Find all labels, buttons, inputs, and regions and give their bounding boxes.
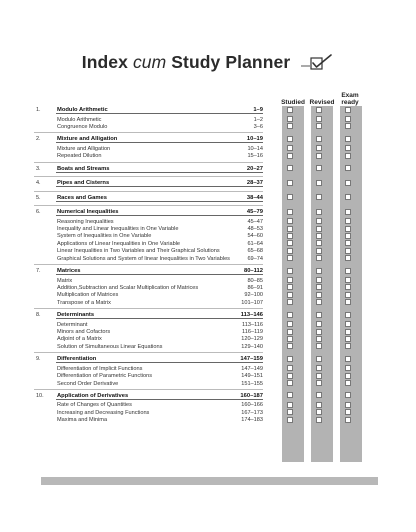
exam-ready-checkbox[interactable] — [345, 365, 351, 371]
revised-checkbox[interactable] — [316, 343, 322, 349]
exam-ready-checkbox[interactable] — [345, 226, 351, 232]
chapter-number: 9. — [36, 356, 41, 363]
chapter-underline — [56, 215, 263, 216]
chapter-row — [0, 392, 416, 400]
page-range: 69–74 — [247, 255, 263, 262]
topic-title: Congruence Modulo — [57, 123, 108, 130]
topic-row — [0, 299, 416, 307]
title-cum: cum — [132, 52, 167, 72]
exam-ready-checkbox[interactable] — [345, 321, 351, 327]
studied-checkbox[interactable] — [287, 417, 293, 423]
topic-title: Reasoning Inequalities — [57, 218, 114, 225]
exam-ready-checkbox[interactable] — [345, 116, 351, 122]
page-range: 101–107 — [241, 299, 263, 306]
topic-title: Minors and Cofactors — [57, 329, 111, 335]
revised-checkbox[interactable] — [316, 248, 322, 254]
studied-checkbox[interactable] — [287, 240, 293, 246]
topic-title: Mixture and Alligation — [57, 145, 111, 152]
revised-checkbox[interactable] — [316, 165, 322, 171]
chapter-underline — [56, 172, 263, 173]
studied-checkbox[interactable] — [287, 233, 293, 239]
studied-checkbox[interactable] — [287, 402, 293, 408]
revised-checkbox[interactable] — [316, 392, 322, 398]
page-range: 45–79 — [246, 209, 263, 216]
page-range: 65–68 — [247, 248, 263, 255]
page-range: 151–155 — [241, 380, 263, 387]
revised-checkbox[interactable] — [316, 417, 322, 423]
chapter-number: 3. — [36, 165, 41, 172]
page-range: 45–47 — [247, 218, 263, 225]
revised-checkbox[interactable] — [316, 123, 322, 129]
chapter-row — [0, 311, 416, 319]
studied-checkbox[interactable] — [287, 284, 293, 290]
studied-checkbox[interactable] — [287, 409, 293, 415]
revised-checkbox[interactable] — [316, 284, 322, 290]
chapter-number: 6. — [36, 209, 41, 216]
studied-checkbox[interactable] — [287, 209, 293, 215]
chapter-separator — [34, 205, 263, 206]
exam-ready-checkbox[interactable] — [345, 240, 351, 246]
page-range: 15–16 — [247, 153, 263, 160]
exam-ready-checkbox[interactable] — [345, 402, 351, 408]
title-main: Index — [81, 52, 133, 72]
chapter-underline — [56, 201, 263, 202]
studied-checkbox[interactable] — [287, 194, 293, 200]
page-range: 10–14 — [247, 145, 263, 152]
exam-ready-checkbox[interactable] — [345, 136, 351, 142]
revised-checkbox[interactable] — [316, 209, 322, 215]
studied-checkbox[interactable] — [287, 356, 293, 362]
exam-ready-checkbox[interactable] — [345, 336, 351, 342]
chapter-separator — [34, 191, 263, 192]
exam-ready-checkbox[interactable] — [345, 356, 351, 362]
exam-ready-checkbox[interactable] — [345, 277, 351, 283]
exam-ready-checkbox[interactable] — [345, 145, 351, 151]
revised-checkbox[interactable] — [316, 180, 322, 186]
page-range: 80–85 — [247, 277, 263, 284]
exam-ready-checkbox[interactable] — [345, 194, 351, 200]
page-range: 160–166 — [241, 402, 263, 409]
revised-checkbox[interactable] — [316, 268, 322, 274]
chapter-number: 2. — [36, 136, 41, 143]
exam-ready-checkbox[interactable] — [345, 107, 351, 113]
page-range: 1–9 — [253, 107, 263, 113]
chapter-row — [0, 194, 416, 202]
exam-ready-checkbox[interactable] — [345, 409, 351, 415]
exam-ready-checkbox[interactable] — [345, 380, 351, 386]
studied-checkbox[interactable] — [287, 107, 293, 113]
revised-checkbox[interactable] — [316, 336, 322, 342]
topic-title: Addition,Subtraction and Scalar Multiplication of Matrices — [57, 284, 199, 291]
page-range: 167–173 — [241, 409, 263, 416]
studied-checkbox[interactable] — [287, 373, 293, 379]
topic-row — [0, 416, 416, 424]
page-range: 3–6 — [253, 123, 263, 130]
chapter-separator — [34, 389, 263, 390]
chapter-underline — [56, 186, 263, 187]
revised-checkbox[interactable] — [316, 356, 322, 362]
chapter-separator — [34, 162, 263, 163]
chapter-separator — [34, 308, 263, 309]
chapter-row — [0, 355, 416, 363]
revised-checkbox[interactable] — [316, 136, 322, 142]
studied-checkbox[interactable] — [287, 226, 293, 232]
revised-checkbox[interactable] — [316, 402, 322, 408]
page-range: 38–44 — [246, 194, 263, 201]
chapter-row — [0, 179, 416, 187]
page-range: 28–37 — [246, 180, 263, 187]
chapter-underline — [56, 362, 263, 363]
chapter-title: Differentiation — [57, 356, 97, 363]
revised-checkbox[interactable] — [316, 312, 322, 318]
exam-ready-checkbox[interactable] — [345, 165, 351, 171]
studied-checkbox[interactable] — [287, 392, 293, 398]
topic-title: Applications of Linear Inequalities in One Variable — [57, 240, 181, 247]
chapter-title: Modulo Arithmetic — [57, 107, 108, 113]
chapter-underline — [56, 399, 263, 400]
chapter-title: Determinants — [57, 312, 95, 319]
chapter-row — [0, 106, 416, 114]
studied-checkbox[interactable] — [287, 153, 293, 159]
chapter-number: 8. — [36, 312, 41, 319]
footer-bar — [41, 477, 378, 485]
studied-checkbox[interactable] — [287, 329, 293, 335]
studied-checkbox[interactable] — [287, 268, 293, 274]
studied-checkbox[interactable] — [287, 380, 293, 386]
revised-checkbox[interactable] — [316, 292, 322, 298]
page-range: 120–129 — [241, 336, 263, 343]
studied-checkbox[interactable] — [287, 321, 293, 327]
exam-ready-checkbox[interactable] — [345, 417, 351, 423]
topic-title: Linear Inequalities in Two Variables and Their Graphical Solutions — [57, 248, 220, 255]
exam-ready-checkbox[interactable] — [345, 153, 351, 159]
chapter-number: 7. — [36, 268, 41, 274]
exam-ready-checkbox[interactable] — [345, 312, 351, 318]
revised-checkbox[interactable] — [316, 277, 322, 283]
revised-checkbox[interactable] — [316, 329, 322, 335]
page-range: 54–60 — [247, 233, 263, 240]
studied-checkbox[interactable] — [287, 116, 293, 122]
revised-checkbox[interactable] — [316, 373, 322, 379]
chapter-number: 10. — [36, 392, 44, 399]
page-range: 10–19 — [246, 136, 263, 143]
chapter-separator — [34, 176, 263, 177]
chapter-title: Mixture and Alligation — [57, 136, 118, 143]
chapter-row — [0, 208, 416, 216]
revised-checkbox[interactable] — [316, 365, 322, 371]
chapter-number: 5. — [36, 194, 41, 201]
page-range: 80–112 — [243, 268, 263, 274]
studied-checkbox[interactable] — [287, 343, 293, 349]
topic-title: Differentiation of Parametric Functions — [57, 373, 153, 380]
revised-checkbox[interactable] — [316, 409, 322, 415]
topic-title: Matrix — [57, 277, 73, 284]
chapter-separator — [34, 264, 263, 265]
chapter-title: Pipes and Cisterns — [57, 180, 110, 187]
chapter-number: 1. — [36, 107, 41, 113]
revised-checkbox[interactable] — [316, 233, 322, 239]
studied-checkbox[interactable] — [287, 255, 293, 261]
revised-checkbox[interactable] — [316, 380, 322, 386]
page-range: 116–119 — [242, 329, 263, 335]
exam-ready-checkbox[interactable] — [345, 123, 351, 129]
topic-row — [0, 255, 416, 263]
topic-title: Maxima and Minima — [57, 417, 108, 424]
chapter-row — [0, 267, 416, 275]
chapter-separator — [34, 132, 263, 133]
chapter-underline — [56, 142, 263, 143]
exam-ready-checkbox[interactable] — [345, 284, 351, 290]
exam-ready-checkbox[interactable] — [345, 299, 351, 305]
topic-row — [0, 123, 416, 131]
exam-ready-checkbox[interactable] — [345, 248, 351, 254]
topic-row — [0, 152, 416, 160]
revised-checkbox[interactable] — [316, 116, 322, 122]
page-range: 48–53 — [247, 226, 263, 232]
page-range: 149–151 — [241, 373, 263, 380]
column-header-exam-ready: Exam ready — [341, 92, 359, 106]
studied-checkbox[interactable] — [287, 336, 293, 342]
revised-checkbox[interactable] — [316, 226, 322, 232]
exam-ready-checkbox[interactable] — [345, 329, 351, 335]
chapter-title: Matrices — [57, 268, 81, 274]
chapter-title: Races and Games — [57, 194, 107, 201]
page-range: 113–116 — [242, 321, 263, 328]
topic-title: Multiplication of Matrices — [57, 292, 119, 299]
studied-checkbox[interactable] — [287, 218, 293, 224]
page-range: 20–27 — [246, 165, 263, 172]
studied-checkbox[interactable] — [287, 123, 293, 129]
topic-title: Second Order Derivative — [57, 380, 119, 387]
page-range: 147–149 — [241, 365, 263, 372]
exam-ready-checkbox[interactable] — [345, 233, 351, 239]
topic-title: Differentiation of Implicit Functions — [57, 365, 143, 372]
page-range: 129–140 — [241, 343, 263, 350]
chapter-underline — [56, 113, 263, 114]
topic-title: Transpose of a Matrix — [57, 299, 111, 306]
chapter-underline — [56, 318, 263, 319]
topic-title: Solution of Simultaneous Linear Equations — [57, 343, 163, 350]
topic-row — [0, 380, 416, 388]
page-range: 92–100 — [244, 292, 263, 299]
exam-ready-checkbox[interactable] — [345, 209, 351, 215]
chapter-number: 4. — [36, 180, 41, 187]
topic-title: System of Inequalities in One Variable — [57, 233, 152, 240]
column-header-studied: Studied — [281, 98, 305, 106]
chapter-title: Numerical Inequalities — [57, 209, 119, 216]
revised-checkbox[interactable] — [316, 299, 322, 305]
revised-checkbox[interactable] — [316, 321, 322, 327]
chapter-row — [0, 165, 416, 173]
page-range: 147–159 — [240, 356, 263, 363]
topic-title: Graphical Solutions and System of linear Inequalities in Two Variables — [57, 255, 230, 262]
chapter-underline — [56, 274, 263, 275]
column-headers — [0, 90, 416, 106]
revised-checkbox[interactable] — [316, 255, 322, 261]
revised-checkbox[interactable] — [316, 145, 322, 151]
studied-checkbox[interactable] — [287, 180, 293, 186]
chapter-title: Boats and Streams — [57, 165, 110, 172]
page-range: 174–183 — [241, 417, 263, 424]
topic-title: Adjoint of a Matrix — [57, 336, 102, 343]
exam-ready-checkbox[interactable] — [345, 392, 351, 398]
topic-title: Rate of Changes of Quantities — [57, 402, 132, 409]
revised-checkbox[interactable] — [316, 107, 322, 113]
studied-checkbox[interactable] — [287, 365, 293, 371]
studied-checkbox[interactable] — [287, 292, 293, 298]
exam-ready-checkbox[interactable] — [345, 292, 351, 298]
topic-title: Repeated Dilution — [57, 153, 102, 160]
studied-checkbox[interactable] — [287, 248, 293, 254]
page-range: 113–146 — [240, 312, 263, 319]
revised-checkbox[interactable] — [316, 194, 322, 200]
studied-checkbox[interactable] — [287, 165, 293, 171]
chapter-title: Application of Derivatives — [57, 392, 129, 399]
exam-ready-checkbox[interactable] — [345, 218, 351, 224]
topic-title: Inequality and Linear Inequalities in One Variable — [57, 226, 179, 232]
title-rest: Study Planner — [166, 52, 291, 72]
studied-checkbox[interactable] — [287, 136, 293, 142]
topic-title: Determinant — [57, 321, 88, 328]
chapter-row — [0, 135, 416, 143]
revised-checkbox[interactable] — [316, 153, 322, 159]
exam-ready-checkbox[interactable] — [345, 180, 351, 186]
column-header-revised: Revised — [309, 98, 335, 106]
studied-checkbox[interactable] — [287, 312, 293, 318]
studied-checkbox[interactable] — [287, 145, 293, 151]
exam-ready-checkbox[interactable] — [345, 255, 351, 261]
exam-ready-checkbox[interactable] — [345, 268, 351, 274]
studied-checkbox[interactable] — [287, 277, 293, 283]
page-range: 160–187 — [240, 392, 263, 399]
studied-checkbox[interactable] — [287, 299, 293, 305]
page-range: 1–2 — [253, 116, 263, 123]
revised-checkbox[interactable] — [316, 240, 322, 246]
page-range: 86–91 — [247, 284, 263, 291]
page-title — [0, 52, 416, 77]
topic-row — [0, 343, 416, 351]
page-range: 61–64 — [247, 240, 263, 247]
topic-title: Modulo Arithmetic — [57, 116, 102, 123]
chapter-separator — [34, 352, 263, 353]
topic-title: Increasing and Decreasing Functions — [57, 409, 150, 416]
revised-checkbox[interactable] — [316, 218, 322, 224]
checkmark-icon — [300, 54, 334, 77]
exam-ready-checkbox[interactable] — [345, 373, 351, 379]
exam-ready-checkbox[interactable] — [345, 343, 351, 349]
